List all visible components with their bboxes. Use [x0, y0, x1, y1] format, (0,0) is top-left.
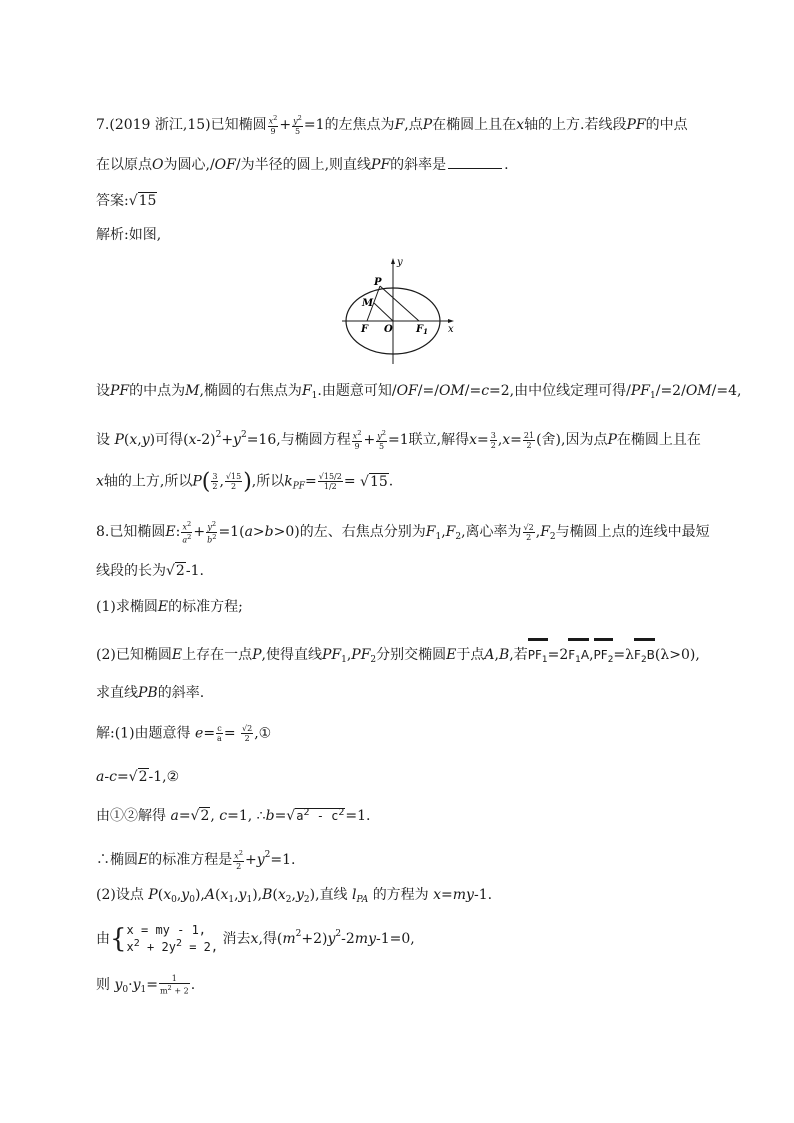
- q8-solution-5: (2)设点 $P(x_0,y_0),A(x_1,y_1),B(x_2,y_2)$,直线 $l_{PA}$ 的方程为 x=my-1.: [96, 887, 493, 905]
- q8-part-2-line-2: 求直线PB的斜率.: [96, 685, 205, 701]
- answer-blank: [448, 168, 502, 169]
- q7-line-1: 7.(2019 浙江,15)已知椭圆 $\frac{x^2}{9}$ + $\frac{y^2}{5}$ =1的左焦点为F,点P在椭圆上且在x轴的上方.若线段PF的中点: [96, 114, 688, 136]
- svg-text:y: y: [397, 257, 403, 268]
- q8-solution-3: 由①②解得 a=√2, c=1, $\therefore b=√a^2 - c^2=1$.: [96, 807, 371, 824]
- svg-text:F: F: [361, 324, 369, 335]
- q7-solution-line-1: 设PF的中点为M,椭圆的右焦点为$F_1$.由题意可知/OF/=/OM/=c=2,由中位线定理可得$/PF_1/=2/OM/=4$,: [96, 383, 742, 401]
- q7-solution-line-2: 设 P(x,y)可得$(x-2)^2+y^2=16$,与椭圆方程 $\frac{x^2}{9}$ + $\frac{y^2}{5}$ =1联立,解得x= $\frac{3}{2}$ ,x= $\frac{21}{2}$ (舍),因为点P在椭圆上且在: [96, 429, 701, 451]
- q8-solution-1: 解:(1)由题意得 e= $\frac{c}{a}$ = $\frac{√2}{2}$ ,①: [96, 724, 272, 743]
- svg-text:x: x: [448, 324, 454, 335]
- svg-text:O: O: [384, 324, 393, 335]
- q8-part-2: (2)已知椭圆E上存在一点P,使得直线$PF_1,PF_2$分别交椭圆E于点A,B,若$PF_1=2F_1A,PF_2=\lambda F_2B(\lambda>0)$,: [96, 646, 700, 669]
- q7-solution-line-3: x轴的上方,所以P( $\frac{3}{2}$ , $\frac{√15}{2}$ ),所以$k_{PF}=$ $\frac{√15/2}{1/2}$ = √15.: [96, 469, 394, 495]
- q8-part-1: (1)求椭圆E的标准方程;: [96, 599, 243, 615]
- q8-solution-7: 则 $y_0\cdot y_1=$ $\frac{1}{m^2 + 2}$ .: [96, 974, 196, 996]
- svg-text:P: P: [374, 277, 382, 288]
- q8-line-1: 8.已知椭圆E: $\frac{x^2}{a^2}$ + $\frac{y^2}{b^2}$ =1(a>b>0)的左、右焦点分别为$F_1,F_2$,离心率为 $\frac{√2}{2}$ $,F_2$与椭圆上点的连线中最短: [96, 520, 710, 545]
- q8-line-2: 线段的长为√2-1.: [96, 563, 204, 579]
- q7-analysis-label: 解析:如图,: [96, 227, 162, 243]
- q8-solution-6: 由{x = my - 1, $x^2 + 2y^2 = 2$, 消去x,得$(m^2+2)y^2-2my-1=0$,: [96, 923, 415, 954]
- q8-solution-2: a-c=√2-1,②: [96, 769, 180, 785]
- svg-text:F1: $F_1$: [416, 324, 428, 336]
- q7-answer: 答案:√15: [96, 193, 157, 209]
- svg-text:M: M: [362, 298, 374, 309]
- q7-line-2: 在以原点O为圆心,/OF/为半径的圆上,则直线PF的斜率是 .: [96, 157, 509, 173]
- ellipse-figure: [336, 254, 466, 366]
- q8-solution-4: ∴椭圆E的标准方程是 $\frac{x^2}{2}$ $+y^2=1$.: [96, 849, 296, 871]
